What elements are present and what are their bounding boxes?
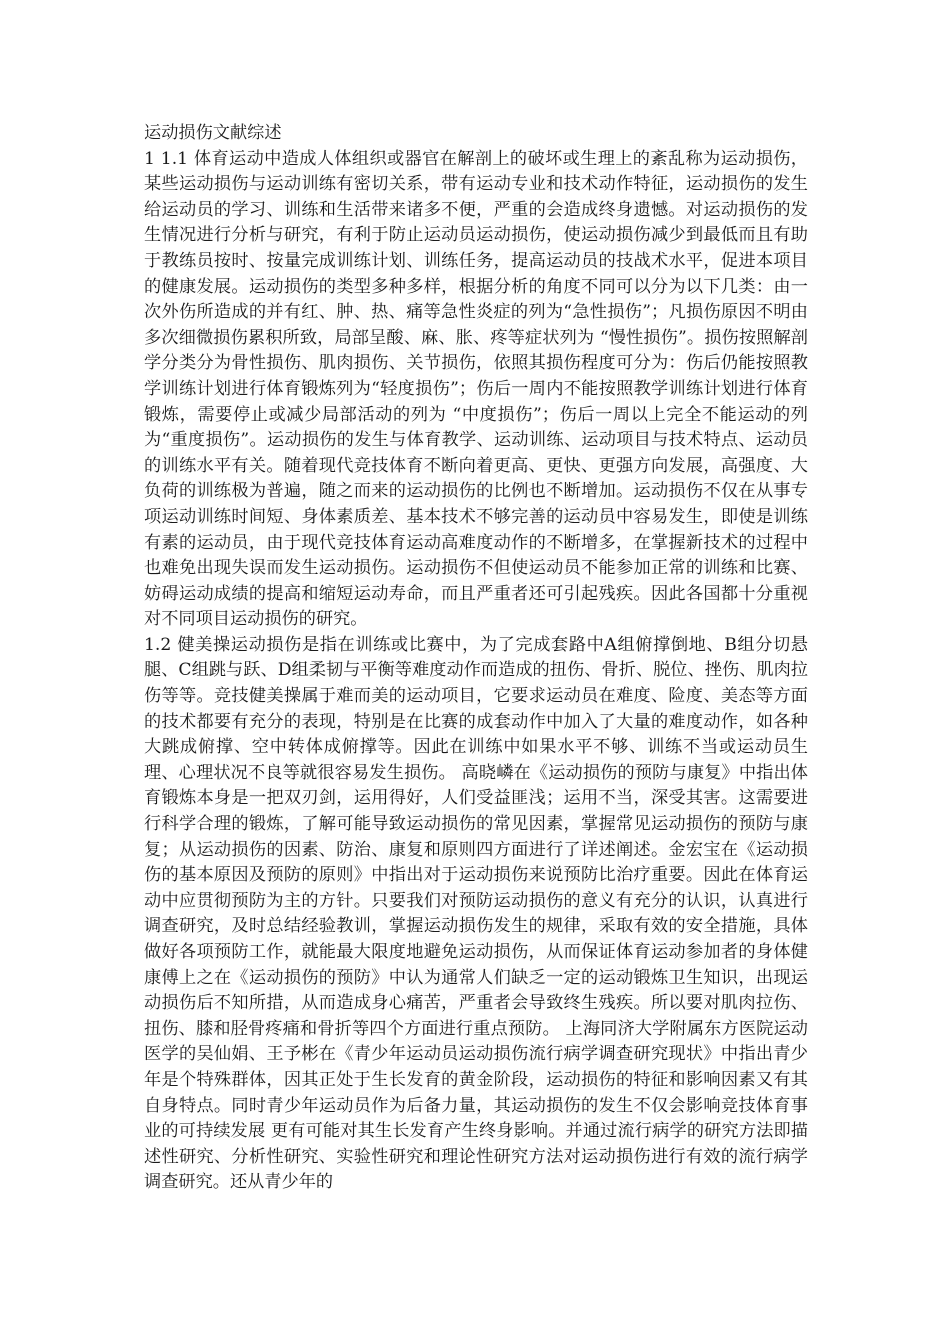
paragraph-1-1: 1 1.1 体育运动中造成人体组织或器官在解剖上的破坏或生理上的紊乱称为运动损伤，某些运动损伤与运动训练有密切关系，带有运动专业和技术动作特征，运动损伤的发生给运动员的学习、训练和生活带来诸多不便，严重的会造成终身遗憾。对运动损伤的发生情况进行分析与研究，有利于防止运动员运动损伤，使运动损伤减少到最低而且有助于教练员按时、按量完成训练计划、训练任务，提高运动员的技战术水平，促进本项目的健康发展。运动损伤的类型多种多样，根据分析的角度不同可以分为以下几类：由一次外伤所造成的并有红、肿、热、痛等急性炎症的列为“急性损伤”；凡损伤原因不明由多次细微损伤累积所致，局部呈酸、麻、胀、疼等症状列为 “慢性损伤”。损伤按照解剖学分类分为骨性损伤、肌肉损伤、关节损伤，依照其损伤程度可分为：伤后仍能按照教学训练计划进行体育锻炼列为“轻度损伤”；伤后一周内不能按照教学训练计划进行体育锻炼，需要停止或减少局部活动的列为 “中度损伤”；伤后一周以上完全不能运动的列为“重度损伤”。运动损伤的发生与体育教学、运动训练、运动项目与技术特点、运动员的训练水平有关。随着现代竞技体育不断向着更高、更快、更强方向发展，高强度、大负荷的训练极为普遍，随之而来的运动损伤的比例也不断增加。运动损伤不仅在从事专项运动训练时间短、身体素质差、基本技术不够完善的运动员中容易发生，即使是训练有素的运动员，由于现代竞技体育运动高难度动作的不断增多，在掌握新技术的过程中也难免出现失误而发生运动损伤。运动损伤不但使运动员不能参加正常的训练和比赛、妨碍运动成绩的提高和缩短运动寿命，而且严重者还可引起残疾。因此各国都十分重视对不同项目运动损伤的研究。 [144, 148, 808, 630]
document-title: 运动损伤文献综述 [144, 123, 282, 143]
paragraph-1-2: 1.2 健美操运动损伤是指在训练或比赛中，为了完成套路中A组俯撑倒地、B组分切悬腿、C组跳与跃、D组柔韧与平衡等难度动作而造成的扭伤、骨折、脱位、挫伤、肌肉拉伤等等。竞技健美操属于难而美的运动项目，它要求运动员在难度、险度、美态等方面的技术都要有充分的表现，特别是在比赛的成套动作中加入了大量的难度动作，如各种大跳成俯撑、空中转体成俯撑等。因此在训练中如果水平不够、训练不当或运动员生理、心理状况不良等就很容易发生损伤。 高晓嶙在《运动损伤的预防与康复》中指出体育锻炼本身是一把双刃剑，运用得好，人们受益匪浅；运用不当，深受其害。这需要进行科学合理的锻炼，了解可能导致运动损伤的常见因素，掌握常见运动损伤的预防与康复；从运动损伤的因素、防治、康复和原则四方面进行了详述阐述。金宏宝在《运动损伤的基本原因及预防的原则》中指出对于运动损伤来说预防比治疗重要。因此在体育运动中应贯彻预防为主的方针。只要我们对预防运动损伤的意义有充分的认识，认真进行调查研究，及时总结经验教训，掌握运动损伤发生的规律，采取有效的安全措施，具体做好各项预防工作，就能最大限度地避免运动损伤，从而保证体育运动参加者的身体健康傅上之在《运动损伤的预防》中认为通常人们缺乏一定的运动锻炼卫生知识，出现运动损伤后不知所措，从而造成身心痛苦，严重者会导致终生残疾。所以要对肌肉拉伤、扭伤、膝和胫骨疼痛和骨折等四个方面进行重点预防。 上海同济大学附属东方医院运动医学的吴仙娟、王予彬在《青少年运动员运动损伤流行病学调查研究现状》中指出青少年是个特殊群体，因其正处于生长发育的黄金阶段，运动损伤的特征和影响因素又有其自身特点。同时青少年运动员作为后备力量，其运动损伤的发生不仅会影响竞技体育事业的可持续发展 更有可能对其生长发育产生终身影响。并通过流行病学的研究方法即描述性研究、分析性研究、实验性研究和理论性研究方法对运动损伤进行有效的流行病学调查研究。还从青少年的 [144, 634, 808, 1193]
document-page [144, 121, 808, 1196]
